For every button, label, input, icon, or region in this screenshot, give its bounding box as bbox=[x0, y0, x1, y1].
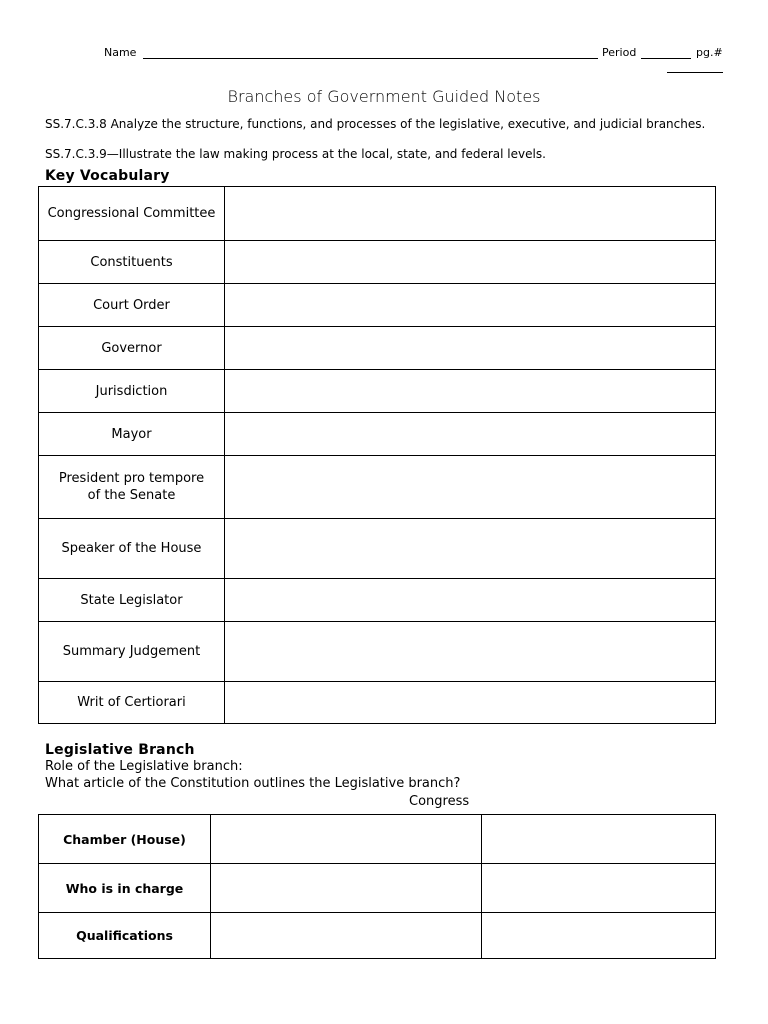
vocab-term: State Legislator bbox=[39, 579, 225, 622]
vocab-definition-cell[interactable] bbox=[225, 187, 716, 241]
table-row bbox=[39, 622, 716, 682]
vocab-definition-cell[interactable] bbox=[225, 622, 716, 682]
standard-1: SS.7.C.3.8 Analyze the structure, functions, and processes of the legislative, executive, and judicial branches. bbox=[45, 117, 706, 131]
congress-row-label: Chamber (House) bbox=[39, 815, 211, 864]
senate-cell[interactable] bbox=[211, 864, 482, 913]
congress-table-title: Congress bbox=[409, 794, 470, 809]
congress-table bbox=[38, 814, 716, 959]
vocab-term: Jurisdiction bbox=[39, 370, 225, 413]
table-row bbox=[39, 913, 716, 959]
period-field[interactable] bbox=[641, 47, 691, 59]
vocab-term: Mayor bbox=[39, 413, 225, 456]
table-row bbox=[39, 284, 716, 327]
house-cell[interactable] bbox=[482, 815, 716, 864]
senate-cell[interactable] bbox=[211, 913, 482, 959]
vocab-heading: Key Vocabulary bbox=[45, 168, 170, 184]
senate-cell[interactable] bbox=[211, 815, 482, 864]
vocab-table bbox=[38, 186, 716, 724]
vocab-definition-cell[interactable] bbox=[225, 413, 716, 456]
vocab-term: Speaker of the House bbox=[39, 519, 225, 579]
page-field[interactable] bbox=[667, 72, 723, 73]
legislative-heading: Legislative Branch bbox=[45, 742, 195, 758]
vocab-term: Writ of Certiorari bbox=[39, 682, 225, 724]
vocab-term: Governor bbox=[39, 327, 225, 370]
legislative-question-role: Role of the Legislative branch: bbox=[45, 759, 243, 774]
vocab-term: Summary Judgement bbox=[39, 622, 225, 682]
congress-row-label: Qualifications bbox=[39, 913, 211, 959]
name-field[interactable] bbox=[143, 47, 598, 59]
table-row bbox=[39, 519, 716, 579]
vocab-definition-cell[interactable] bbox=[225, 519, 716, 579]
vocab-definition-cell[interactable] bbox=[225, 241, 716, 284]
table-row bbox=[39, 815, 716, 864]
vocab-term: President pro tempore of the Senate bbox=[39, 456, 225, 519]
standard-2: SS.7.C.3.9—Illustrate the law making process at the local, state, and federal levels. bbox=[45, 147, 546, 161]
table-row bbox=[39, 370, 716, 413]
vocab-definition-cell[interactable] bbox=[225, 327, 716, 370]
vocab-definition-cell[interactable] bbox=[225, 682, 716, 724]
period-label: Period bbox=[602, 46, 637, 59]
table-row bbox=[39, 456, 716, 519]
page-label: pg.# bbox=[696, 46, 723, 59]
congress-row-label: Who is in charge bbox=[39, 864, 211, 913]
table-row bbox=[39, 327, 716, 370]
house-cell[interactable] bbox=[482, 864, 716, 913]
page-title: Branches of Government Guided Notes bbox=[227, 87, 541, 106]
vocab-definition-cell[interactable] bbox=[225, 456, 716, 519]
vocab-term: Court Order bbox=[39, 284, 225, 327]
vocab-definition-cell[interactable] bbox=[225, 284, 716, 327]
vocab-definition-cell[interactable] bbox=[225, 579, 716, 622]
name-label: Name bbox=[104, 46, 137, 59]
house-cell[interactable] bbox=[482, 913, 716, 959]
table-row bbox=[39, 579, 716, 622]
table-row bbox=[39, 682, 716, 724]
legislative-question-article: What article of the Constitution outlines the Legislative branch? bbox=[45, 776, 461, 791]
vocab-term: Constituents bbox=[39, 241, 225, 284]
table-row bbox=[39, 187, 716, 241]
vocab-term: Congressional Committee bbox=[39, 187, 225, 241]
vocab-definition-cell[interactable] bbox=[225, 370, 716, 413]
table-row bbox=[39, 864, 716, 913]
table-row bbox=[39, 241, 716, 284]
table-row bbox=[39, 413, 716, 456]
